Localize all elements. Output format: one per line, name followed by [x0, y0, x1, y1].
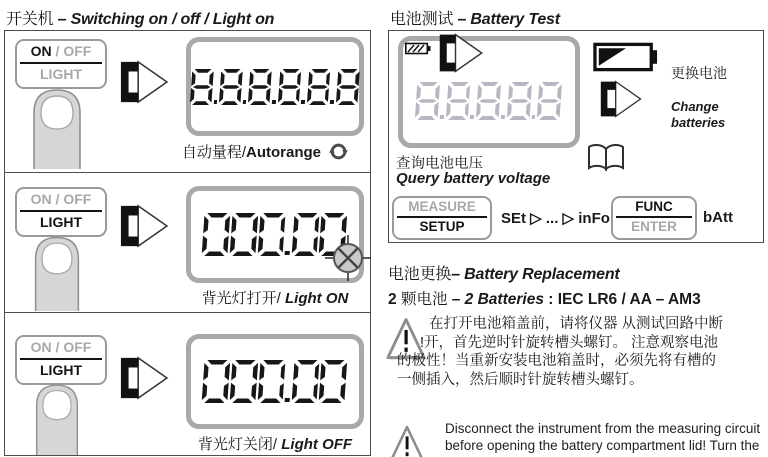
battery-segment-icon: [405, 42, 431, 55]
lcd-display-all-segments: [186, 37, 364, 136]
key-off-label: OFF: [63, 339, 92, 355]
key-setup-label: SETUP: [419, 219, 465, 234]
lcd-digits: [414, 82, 564, 120]
warning-text-en: [445, 421, 760, 454]
key-measure-label: MEASURE: [408, 199, 476, 214]
on-off-light-key: [15, 335, 107, 385]
replace-battery-label-en: [671, 99, 725, 131]
batt-menu-label: bAtt: [703, 209, 733, 226]
key-top-row: [17, 189, 105, 210]
warning-text-zh-upper: [420, 315, 723, 353]
key-off-label: OFF: [63, 191, 92, 207]
battery-spec-line: [388, 287, 701, 309]
next-step-arrow-icon: [114, 203, 170, 249]
next-step-arrow-icon: [114, 355, 170, 401]
autorange-caption: [155, 141, 375, 162]
light-off-step-cell: [4, 312, 371, 456]
key-on-label: ON: [30, 191, 52, 207]
battery-replacement-title: [388, 261, 620, 284]
warning-en-line2: before opening the battery compartment lid! Turn the: [445, 437, 760, 453]
finger-press-illustration: [21, 379, 93, 455]
switching-title-zh: 开关机: [6, 11, 58, 28]
key-sep-label: /: [51, 43, 64, 59]
next-step-arrow-icon: [595, 79, 643, 119]
warning-zh-line1: 在打开电池箱盖前，请将仪器 从测试回路中断: [429, 316, 724, 332]
key-on-label: ON: [30, 43, 52, 59]
backlight-lamp-icon: [325, 235, 371, 281]
lcd-display-light-off: [186, 334, 364, 429]
finger-press-illustration: [21, 83, 93, 169]
next-step-arrow-icon: [433, 32, 485, 74]
on-off-light-key: [15, 39, 107, 89]
switching-section-title: [6, 6, 274, 29]
replace-battery-en-line2: batteries: [671, 115, 726, 130]
measure-setup-key: [392, 196, 492, 240]
warning-en-line1: Disconnect the instrument from the measuring circuit: [445, 421, 761, 436]
lcd-digits: [201, 360, 349, 403]
open-book-icon: [585, 142, 627, 174]
menu-sequence-label: SEt ▷ ... ▷ inFo: [501, 210, 610, 227]
key-on-label: ON: [30, 339, 52, 355]
autorange-cycle-icon: [329, 143, 348, 160]
key-func-label: FUNC: [635, 199, 673, 214]
warning-icon: [389, 424, 425, 457]
light-on-caption: [165, 287, 385, 308]
warning-text-zh-lower: [397, 352, 716, 390]
query-voltage-label-en: Query battery voltage: [396, 170, 551, 187]
warning-zh-line3: 的极性！当重新安装电池箱盖时，必须先将有槽的: [397, 353, 716, 369]
autorange-caption-zh: 自动量程/: [181, 144, 246, 161]
replace-battery-label-zh: 更换电池: [671, 65, 727, 81]
next-step-arrow-icon: [114, 59, 170, 105]
battery-count-zh: 颗电池: [400, 291, 452, 308]
battery-count-num: 2: [388, 291, 401, 308]
key-off-label: OFF: [63, 43, 92, 59]
func-enter-key: [611, 196, 697, 240]
warning-zh-line4: 一侧插入，然后顺时针旋转槽头螺钉。: [397, 372, 644, 388]
key-light-label: LIGHT: [40, 362, 82, 378]
light-on-caption-zh: 背光灯打开/: [201, 290, 281, 307]
autorange-caption-en: Autorange: [246, 144, 321, 161]
battery-test-panel: [388, 30, 764, 243]
switching-title-en: – Switching on / off / Light on: [57, 11, 275, 28]
light-off-caption-zh: 背光灯关闭/: [197, 436, 278, 453]
battery-test-title-zh: 电池测试: [390, 11, 458, 28]
key-sep-label: /: [51, 339, 64, 355]
switch-on-step-cell: [4, 30, 371, 173]
battery-test-section-title: [390, 6, 560, 29]
battery-low-icon: [593, 42, 659, 72]
battery-replacement-title-en: – Battery Replacement: [451, 266, 620, 283]
replace-battery-en-line1: Change: [671, 99, 719, 114]
light-on-step-cell: [4, 172, 371, 313]
battery-count-en: – 2 Batteries: [451, 291, 544, 308]
key-top-row: [17, 337, 105, 358]
key-enter-label: ENTER: [631, 219, 677, 234]
query-voltage-label-zh: 查询电池电压: [396, 156, 483, 172]
warning-zh-line2: !开，首先逆时针旋转槽头螺钉。 注意观察电池: [420, 335, 719, 351]
lcd-digits: [189, 69, 361, 105]
key-light-label: LIGHT: [40, 214, 82, 230]
battery-replacement-title-zh: 电池更换: [388, 266, 452, 283]
on-off-light-key: [15, 187, 107, 237]
key-sep-label: /: [51, 191, 64, 207]
light-off-caption: [165, 433, 385, 454]
finger-press-illustration: [21, 231, 93, 311]
battery-test-title-en: – Battery Test: [457, 11, 560, 28]
light-off-caption-en: Light OFF: [277, 436, 353, 453]
light-on-caption-en: Light ON: [280, 290, 349, 307]
key-light-label: LIGHT: [40, 66, 82, 82]
key-top-row: [17, 41, 105, 62]
battery-spec-type: : IEC LR6 / AA – AM3: [543, 291, 701, 308]
